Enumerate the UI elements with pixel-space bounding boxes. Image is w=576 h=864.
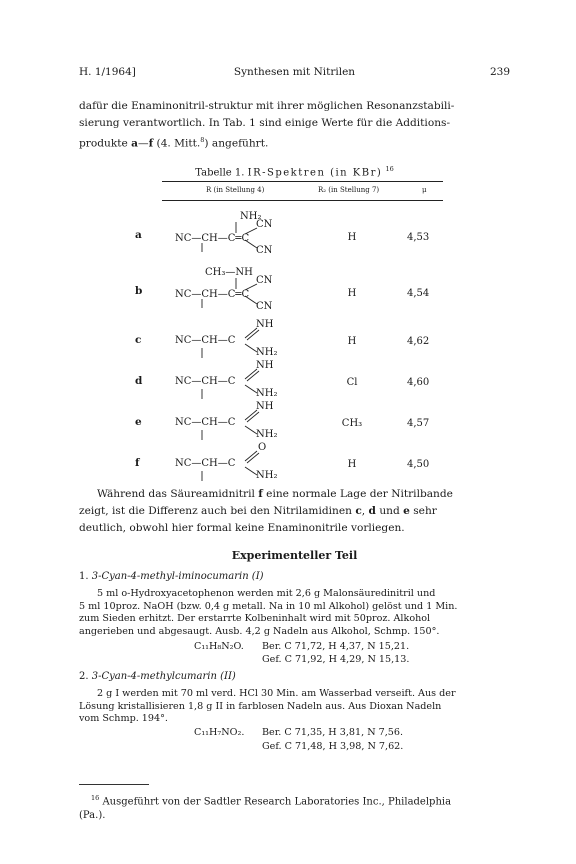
structure-e: NH NC—CH—C NH₂: [150, 398, 330, 458]
r2-a: H: [347, 232, 357, 243]
subsection-2-text: 2 g I werden mit 70 ml verd. HCl 30 Min. am Wasserbad verseift. Aus der Lösung kristallisieren 1,8 g II in farblosen Nadeln aus. Aus Dioxan Nadeln vom Schmp. 194°.: [79, 688, 456, 724]
intro-line-2: sierung verantwortlich. In Tab. 1 sind einige Werte für die Additions-: [79, 117, 451, 129]
row-label-f: f: [135, 457, 140, 469]
struct-a-nh2: NH₂: [240, 211, 262, 222]
footnote: $^{16}$ Ausgeführt von der Sadtler Research Laboratories Inc., Philadelphia (Pa.).: [79, 794, 452, 822]
mu-c: 4,62: [407, 336, 430, 347]
table-header-rule: [162, 200, 443, 201]
mu-e: 4,57: [407, 418, 430, 429]
intro-line-3: produkte a—f (4. Mitt.$^8$) angeführt.: [79, 136, 269, 150]
r2-e: CH₃: [341, 418, 363, 429]
table-top-rule: [162, 181, 443, 182]
structure-f: O NC—CH—C NH₂: [150, 439, 330, 499]
row-label-d: d: [135, 375, 143, 387]
row-label-e: e: [135, 416, 142, 428]
calc-1: Ber. C 71,72, H 4,37, N 15,21.: [262, 641, 410, 652]
structure-c: NH NC—CH—C NH₂: [150, 316, 330, 376]
row-label-c: c: [135, 334, 142, 346]
calc-2: Ber. C 71,35, H 3,81, N 7,56.: [262, 727, 404, 738]
col-header-r2: R₂ (in Stellung 7): [318, 186, 380, 194]
found-2: Gef. C 71,48, H 3,98, N 7,62.: [262, 741, 404, 752]
col-header-mu: μ: [422, 186, 427, 194]
formula-2: C₁₁H₇NO₂.: [194, 727, 245, 738]
found-1: Gef. C 71,92, H 4,29, N 15,13.: [262, 654, 410, 665]
structure-d: NH NC—CH—C NH₂: [150, 357, 330, 417]
page-number: 239: [489, 66, 510, 78]
subsection-1-text: 5 ml o-Hydroxyacetophenon werden mit 2,6 g Malonsäuredinitril und 5 ml 10proz. NaOH (bzw. 0,4 g metall. Na in 10 ml Alkohol) gelöst und 1 Min. zum Sieden erhitzt. Der erstarrte Kolbeninhalt wird mit 50proz. Alkohol angerieben und abgesaugt. Ausb. 4,2 g Nadeln aus Alkohol, Schmp. 150°.: [79, 588, 458, 637]
structure-a: NH₂ CN NC—CH—C═C CN: [150, 208, 330, 268]
r2-f: H: [347, 459, 357, 470]
discussion-paragraph: Während das Säureamidnitril f eine normale Lage der Nitrilbande zeigt, ist die Differenz auch bei den Nitrilamidinen c, d und e sehr deutlich, obwohl hier formal keine Enaminonitrile vorliegen.: [79, 488, 453, 534]
row-label-a: a: [135, 229, 142, 241]
mu-f: 4,50: [407, 459, 430, 470]
footnote-rule: [79, 784, 149, 785]
struct-a-cn1: CN: [256, 219, 273, 230]
struct-a-cn2: CN: [256, 245, 273, 256]
r2-b: H: [347, 288, 357, 299]
header-issue: H. 1/1964]: [79, 66, 136, 78]
row-label-b: b: [135, 285, 143, 297]
r2-d: Cl: [346, 377, 358, 388]
formula-1: C₁₁H₈N₂O.: [194, 641, 244, 652]
subsection-1-title: 1. 3-Cyan-4-methyl-iminocumarin (I): [79, 571, 264, 582]
section-title: Experimenteller Teil: [231, 549, 358, 562]
header-title: Synthesen mit Nitrilen: [233, 66, 356, 78]
intro-line-1: dafür die Enaminonitril-struktur mit ihrer möglichen Resonanzstabili-: [79, 100, 455, 112]
structure-b: CH₃—NH CN NC—CH—C═C CN: [150, 264, 330, 324]
mu-a: 4,53: [407, 232, 430, 243]
struct-b-ch3nh: CH₃—NH: [205, 267, 253, 278]
col-header-r: R (in Stellung 4): [206, 186, 265, 194]
subsection-2-title: 2. 3-Cyan-4-methylcumarin (II): [79, 671, 236, 682]
table-caption: Tabelle 1. IR-Spektren (in KBr) $^{16}$: [195, 165, 394, 179]
mu-b: 4,54: [407, 288, 430, 299]
mu-d: 4,60: [407, 377, 430, 388]
intro-paragraph: [79, 98, 510, 153]
r2-c: H: [347, 336, 357, 347]
